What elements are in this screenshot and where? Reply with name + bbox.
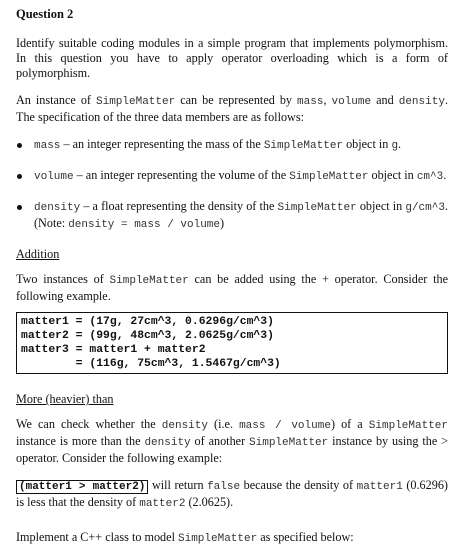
text: can be added using the + operator. Consider the following example. [16,272,448,303]
addition-title: Addition [16,247,60,261]
code-term: matter1 [356,481,403,493]
code-term: mass / volume [239,420,331,432]
code-term: SimpleMatter [368,420,449,432]
text: (0.6296) is less that the density of [16,478,448,509]
implement-paragraph [16,530,448,547]
list-item-density [16,199,448,233]
text: ) [220,216,225,230]
code-term: volume [331,96,372,108]
code-term: density [398,96,445,108]
data-member-list [16,137,448,233]
code-term: density [144,437,191,449]
text: object in [356,199,406,213]
text: instance is more than the [16,434,145,448]
code-line: matter2 = (99g, 48cm^3, 2.0625g/cm^3) [21,330,274,342]
text: – an integer representing the mass of the [60,137,264,151]
code-line: = (116g, 75cm^3, 1.5467g/cm^3) [21,358,281,370]
text: Two instances of [16,272,110,286]
text: We can check whether the [16,417,162,431]
text: , [323,93,332,107]
more-paragraph [16,417,448,466]
code-line: matter3 = matter1 + matter2 [21,344,206,356]
code-term: cm^3 [416,171,444,183]
addition-paragraph [16,272,448,304]
text: because the density of [240,478,357,492]
text: can be represented by [175,93,298,107]
text: . [443,168,447,182]
text: will return [148,478,208,492]
addition-code-box [16,312,448,374]
text: of another [190,434,250,448]
code-term: SimpleMatter [109,275,189,287]
code-term: SimpleMatter [96,96,176,108]
code-term: false [207,481,241,493]
text: . (Note: [34,199,448,230]
example-code-box: (matter1 > matter2) [16,480,148,494]
code-term: SimpleMatter [178,533,258,545]
text: object in [343,137,392,151]
code-term: matter2 [139,498,186,510]
code-term: mass [34,140,61,152]
text: – an integer representing the volume of the [73,168,290,182]
code-term: density = mass / volume [68,219,221,231]
text: instance by using the > operator. Consider the following example: [16,434,448,465]
code-term: g/cm^3 [405,202,445,214]
text: Implement a C++ class to model [16,530,178,544]
list-item-mass [16,137,448,154]
code-term: g [391,140,399,152]
code-term: SimpleMatter [263,140,344,152]
text: (2.0625). [185,495,234,509]
code-term: SimpleMatter [249,437,329,449]
text: ) of a [330,417,369,431]
text: (i.e. [207,417,240,431]
instance-description [16,93,448,125]
text: and [371,93,399,107]
text: – a float representing the density of the [80,199,278,213]
text: as specified below: [257,530,354,544]
text: An instance of [16,93,96,107]
code-line: matter1 = (17g, 27cm^3, 0.6296g/cm^3) [21,316,274,328]
question-heading: Question 2 [16,7,74,21]
comparison-example [16,478,448,512]
code-term: SimpleMatter [289,171,369,183]
intro-paragraph: Identify suitable coding modules in a simple program that implements polymorphism. In this question you have to apply operator overloading which is a form of polymorphism. [16,36,448,80]
more-title: More (heavier) than [16,392,114,406]
code-term: mass [297,96,324,108]
code-term: volume [34,171,74,183]
code-term: SimpleMatter [277,202,357,214]
text: . [398,137,402,151]
list-item-volume [16,168,448,185]
code-term: density [34,202,81,214]
question-document [16,7,448,547]
text: object in [368,168,417,182]
text: . The specification of the three data members are as follows: [16,93,448,124]
code-term: density [161,420,208,432]
